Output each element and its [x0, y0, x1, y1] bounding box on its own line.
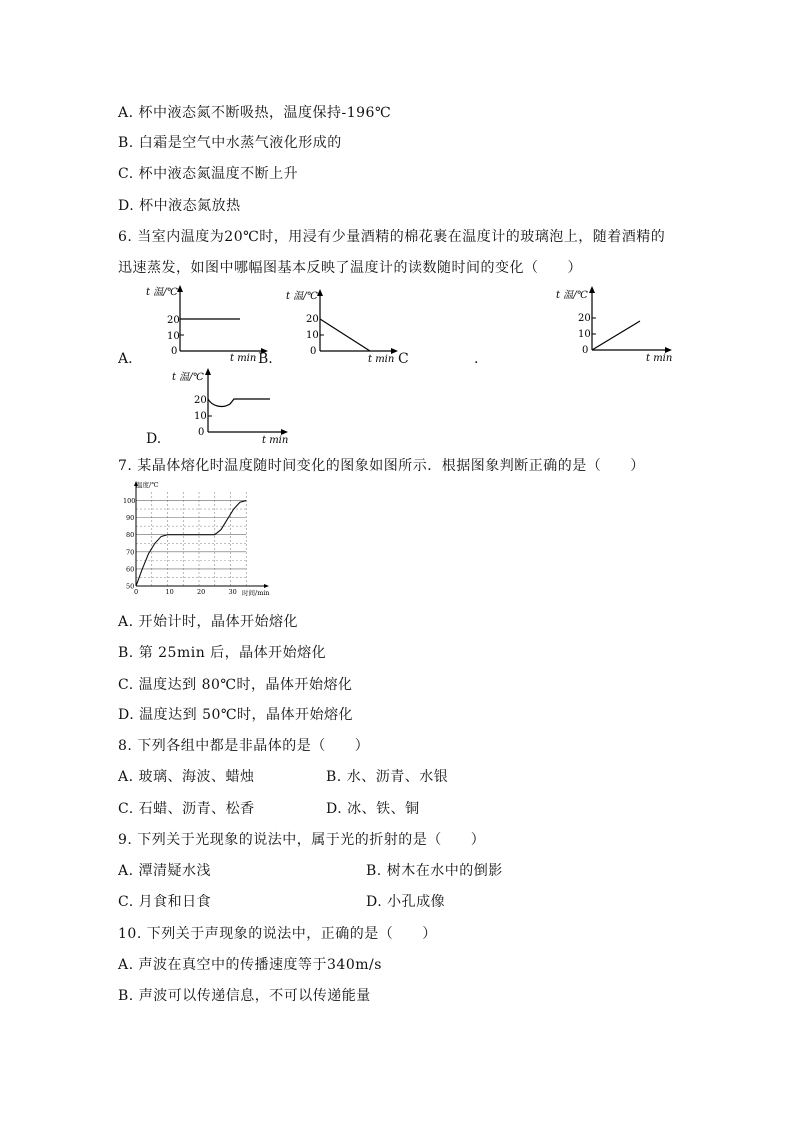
y-tick-label: 70 [126, 548, 135, 557]
y-tick-label: 50 [126, 582, 135, 591]
q9-option-a: A. 潭清疑水浅 [118, 863, 212, 879]
q8-option-d: D. 冰、铁、铜 [326, 801, 420, 817]
q5-option-d: D. 杯中液态氮放热 [118, 198, 241, 214]
q9-stem: 9. 下列关于光现象的说法中，属于光的折射的是（ ） [118, 832, 486, 848]
q6-label-dot: . [474, 351, 479, 367]
q8-option-c: C. 石蜡、沥青、松香 [118, 801, 255, 817]
chart-ticks [123, 497, 237, 596]
q9-option-c: C. 月食和日食 [118, 894, 212, 910]
q6-stem-line1: 6. 当室内温度为20℃时，用浸有少量酒精的棉花裹在温度计的玻璃泡上，随着酒精的 [118, 229, 666, 245]
q7-melting-chart [112, 478, 272, 600]
q6c-x-label: t min [646, 353, 673, 364]
q5-option-b: B. 白霜是空气中水蒸气液化形成的 [118, 135, 342, 151]
q6-label-a: A. [118, 351, 133, 367]
q6b-tick-20: 20 [306, 314, 319, 325]
q6-stem-line2: 迅速蒸发，如图中哪幅图基本反映了温度计的读数随时间的变化（ ） [118, 260, 582, 276]
q7-option-d: D. 温度达到 50℃时，晶体开始熔化 [118, 707, 354, 723]
q8-option-a: A. 玻璃、海波、蜡烛 [118, 769, 255, 785]
y-tick-label: 80 [126, 531, 135, 540]
x-tick-label: 30 [228, 588, 237, 596]
q10-option-b: B. 声波可以传递信息，不可以传递能量 [118, 988, 371, 1004]
y-tick-label: 60 [126, 565, 135, 574]
x-tick-label: 20 [197, 588, 206, 596]
q6a-y-label: t 温/℃ [146, 287, 178, 298]
x-tick-label: 0 [134, 588, 139, 596]
q7-option-a: A. 开始计时，晶体开始熔化 [118, 614, 299, 630]
q6b-tick-0: 0 [310, 346, 317, 357]
q6b-tick-10: 10 [306, 330, 319, 341]
x-axis-arrow [264, 584, 269, 588]
q5-option-a: A. 杯中液态氮不断吸热，温度保持-196℃ [118, 105, 392, 121]
q7-option-b: B. 第 25min 后，晶体开始熔化 [118, 645, 327, 661]
x-tick-label: 10 [165, 588, 174, 596]
q7-option-c: C. 温度达到 80℃时，晶体开始熔化 [118, 677, 353, 693]
q6a-tick-10: 10 [167, 331, 180, 342]
q8-stem: 8. 下列各组中都是非晶体的是（ ） [118, 738, 370, 754]
q6a-tick-0: 0 [171, 346, 178, 357]
q10-stem: 10. 下列关于声现象的说法中，正确的是（ ） [118, 926, 437, 942]
q6-graph-d [168, 366, 298, 446]
q6c-y-label: t 温/℃ [556, 290, 588, 301]
q6c-tick-20: 20 [578, 313, 591, 324]
q8-option-b: B. 水、沥青、水银 [326, 769, 449, 785]
q9-option-d: D. 小孔成像 [366, 894, 446, 910]
q6-graph-c [552, 284, 682, 364]
q6a-x-label: t min [230, 353, 257, 363]
chart-y-label: 温度/℃ [136, 481, 159, 489]
q6d-tick-20: 20 [194, 395, 207, 406]
q6c-tick-0: 0 [582, 345, 589, 356]
y-tick-label: 100 [123, 497, 136, 506]
q6-label-c: C [398, 351, 409, 367]
q6-label-b: B. [258, 351, 273, 367]
q6-graph-a [140, 283, 270, 363]
q6d-x-label: t min [262, 435, 289, 446]
q6-graph-b [282, 287, 407, 365]
chart-x-label: 时间/min [242, 589, 270, 597]
q6b-x-label: t min [368, 354, 395, 365]
q6a-tick-20: 20 [167, 315, 180, 326]
q5-option-c: C. 杯中液态氮温度不断上升 [118, 166, 299, 182]
q9-option-b: B. 树木在水中的倒影 [366, 863, 503, 879]
q6b-y-label: t 温/℃ [286, 291, 318, 302]
q10-option-a: A. 声波在真空中的传播速度等于340m/s [118, 957, 382, 973]
q6d-tick-10: 10 [194, 411, 207, 422]
q7-stem: 7. 某晶体熔化时温度随时间变化的图象如图所示．根据图象判断正确的是（ ） [118, 458, 645, 474]
chart-grid [136, 492, 246, 586]
q6-label-d: D. [146, 431, 162, 447]
y-tick-label: 90 [126, 514, 135, 523]
q6c-tick-10: 10 [578, 329, 591, 340]
q6d-tick-0: 0 [198, 427, 205, 438]
q6d-y-label: t 温/℃ [172, 372, 204, 383]
